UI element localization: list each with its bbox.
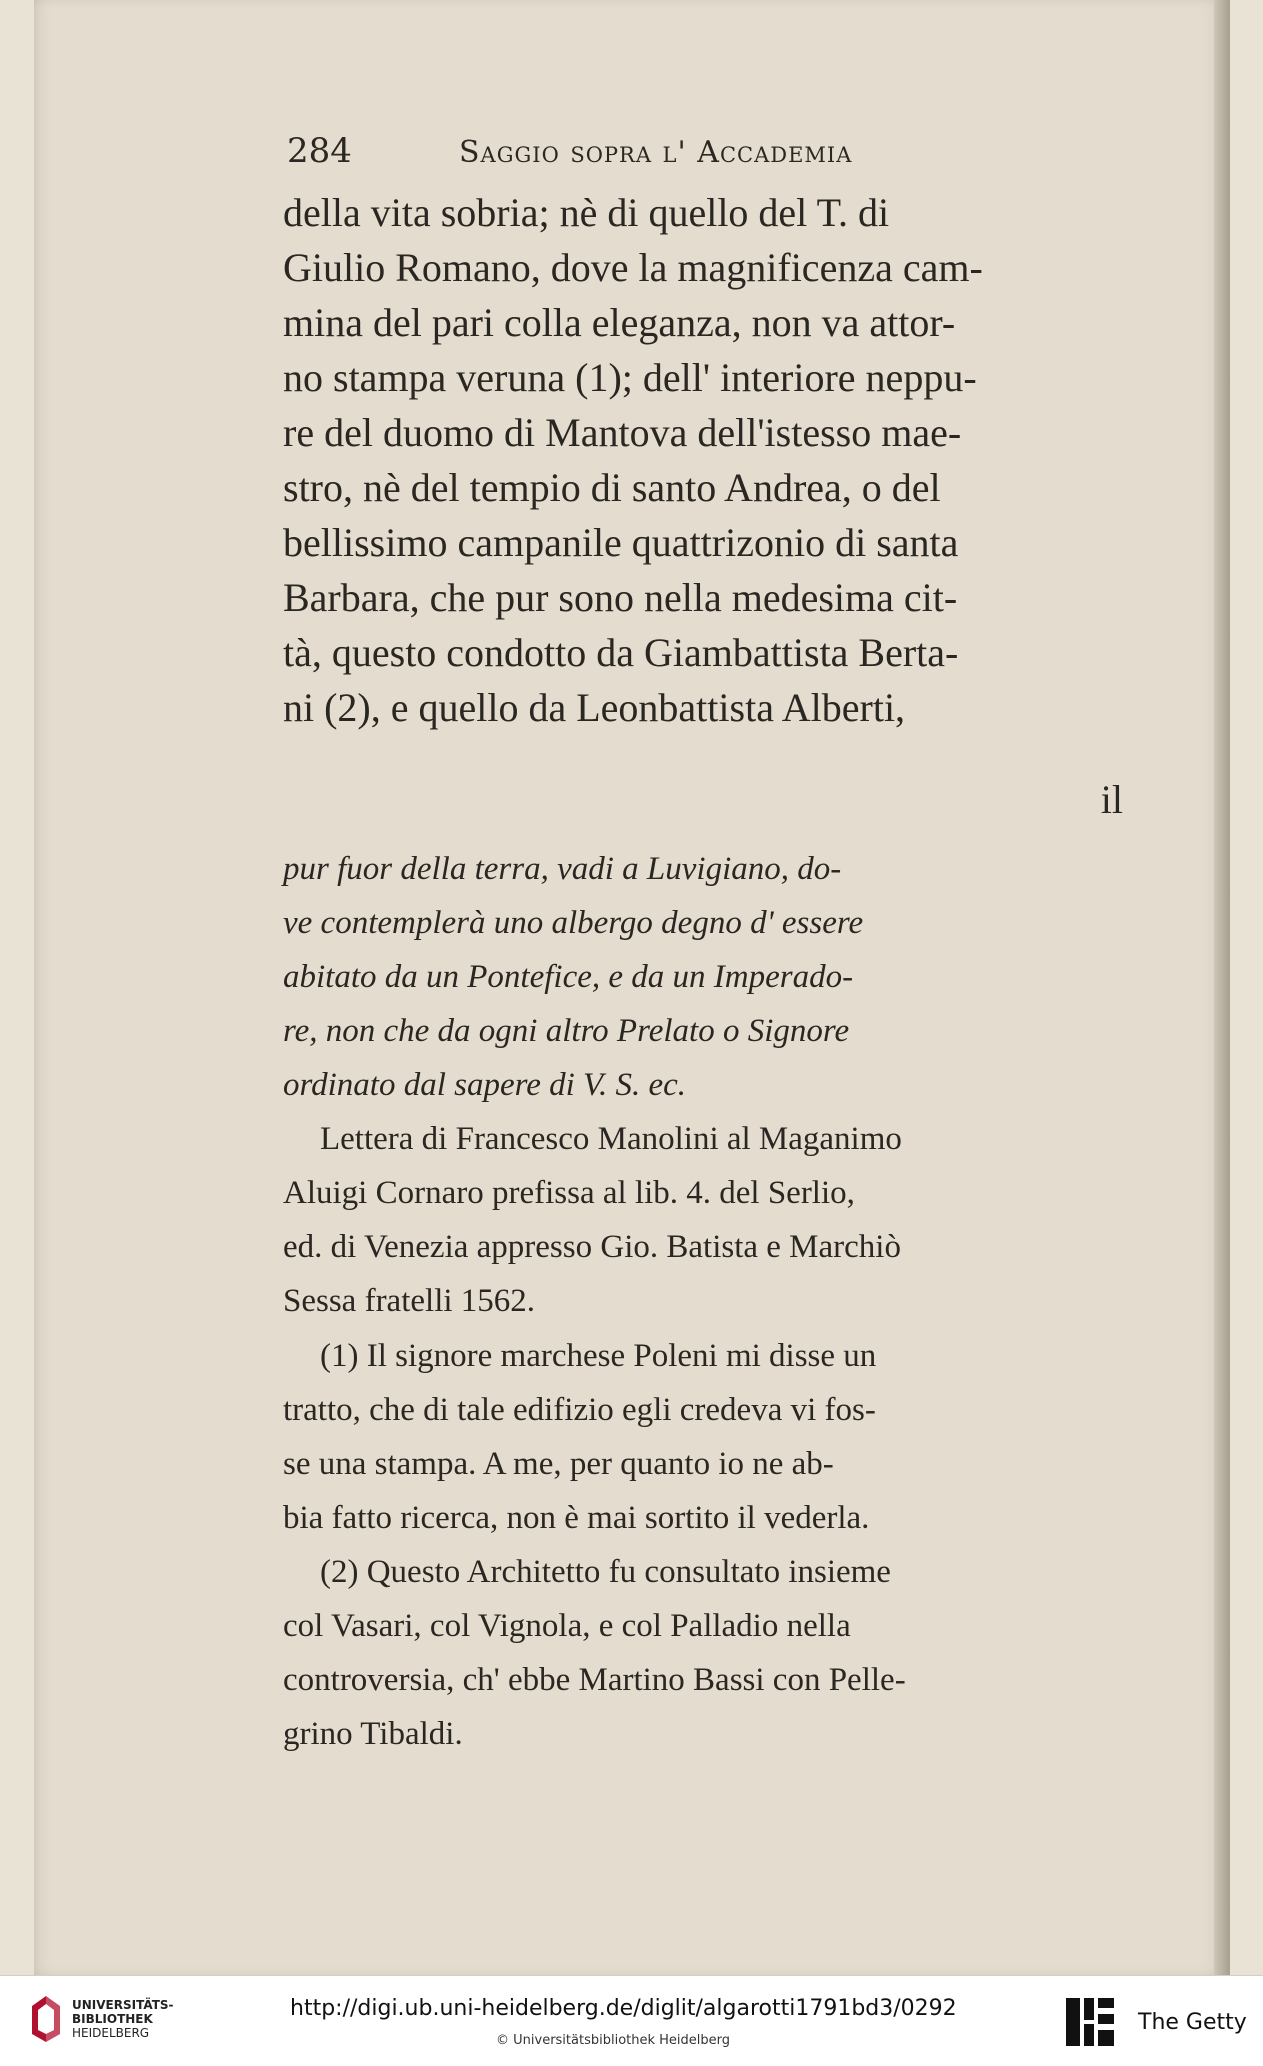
library-name-line: UNIVERSITÄTS- (72, 1998, 174, 2012)
body-line: mina del pari colla eleganza, non va attor- (283, 300, 956, 345)
body-line: no stampa veruna (1); dell' interiore neppu- (283, 355, 977, 400)
catchword: il (1100, 777, 1123, 822)
page-header (287, 131, 1027, 183)
quote-line: abitato da un Pontefice, e da un Imperado- (283, 959, 854, 995)
permalink-url[interactable]: http://digi.ub.uni-heidelberg.de/diglit/algarotti1791bd3/0292 (290, 1996, 957, 2021)
library-name (72, 1998, 174, 2040)
note-line: Lettera di Francesco Manolini al Maganimo (320, 1121, 902, 1157)
body-line: ni (2), e quello da Leonbattista Alberti, (283, 685, 906, 730)
quote-line: pur fuor della terra, vadi a Luvigiano, do- (283, 851, 842, 887)
quote-line: ordinato dal sapere di V. S. ec. (283, 1067, 686, 1103)
body-line: tà, questo condotto da Giambattista Berta- (283, 630, 959, 675)
copyright-notice: © Universitätsbibliothek Heidelberg (496, 2033, 731, 2048)
heidelberg-library-logo-icon (28, 1994, 64, 2044)
getty-label: The Getty (1138, 2010, 1247, 2035)
note-line: tratto, che di tale edifizio egli credeva vi fos- (283, 1392, 876, 1428)
library-name-line: BIBLIOTHEK (72, 2012, 153, 2026)
body-line: re del duomo di Mantova dell'istesso mae- (283, 410, 962, 455)
note-line: (2) Questo Architetto fu consultato insieme (320, 1554, 891, 1590)
body-line: Giulio Romano, dove la magnificenza cam- (283, 245, 983, 290)
page-number: 284 (287, 131, 352, 171)
viewer-footer (0, 1975, 1263, 2066)
note-line: ed. di Venezia appresso Gio. Batista e Marchiò (283, 1229, 901, 1265)
body-line: della vita sobria; nè di quello del T. di (283, 190, 890, 235)
quote-line: re, non che da ogni altro Prelato o Signore (283, 1013, 850, 1049)
note-line: grino Tibaldi. (283, 1716, 463, 1752)
note-line: se una stampa. A me, per quanto io ne ab- (283, 1446, 834, 1482)
note-line: bia fatto ricerca, non è mai sortito il vederla. (283, 1500, 870, 1536)
body-line: Barbara, che pur sono nella medesima cit- (283, 575, 958, 620)
note-line: col Vasari, col Vignola, e col Palladio nella (283, 1608, 851, 1644)
running-title: Saggio sopra l' Accademia (459, 135, 853, 170)
note-line: Aluigi Cornaro prefissa al lib. 4. del Serlio, (283, 1175, 855, 1211)
note-line: (1) Il signore marchese Poleni mi disse un (320, 1338, 877, 1374)
note-line: controversia, ch' ebbe Martino Bassi con Pelle- (283, 1662, 906, 1698)
body-line: bellissimo campanile quattrizonio di santa (283, 520, 959, 565)
library-name-line: HEIDELBERG (72, 2026, 150, 2040)
body-line: stro, nè del tempio di santo Andrea, o del (283, 465, 941, 510)
note-line: Sessa fratelli 1562. (283, 1283, 536, 1319)
page-spine-shadow (1214, 0, 1230, 1975)
quote-line: ve contemplerà uno albergo degno d' essere (283, 905, 864, 941)
getty-logo-icon (1062, 1994, 1118, 2050)
